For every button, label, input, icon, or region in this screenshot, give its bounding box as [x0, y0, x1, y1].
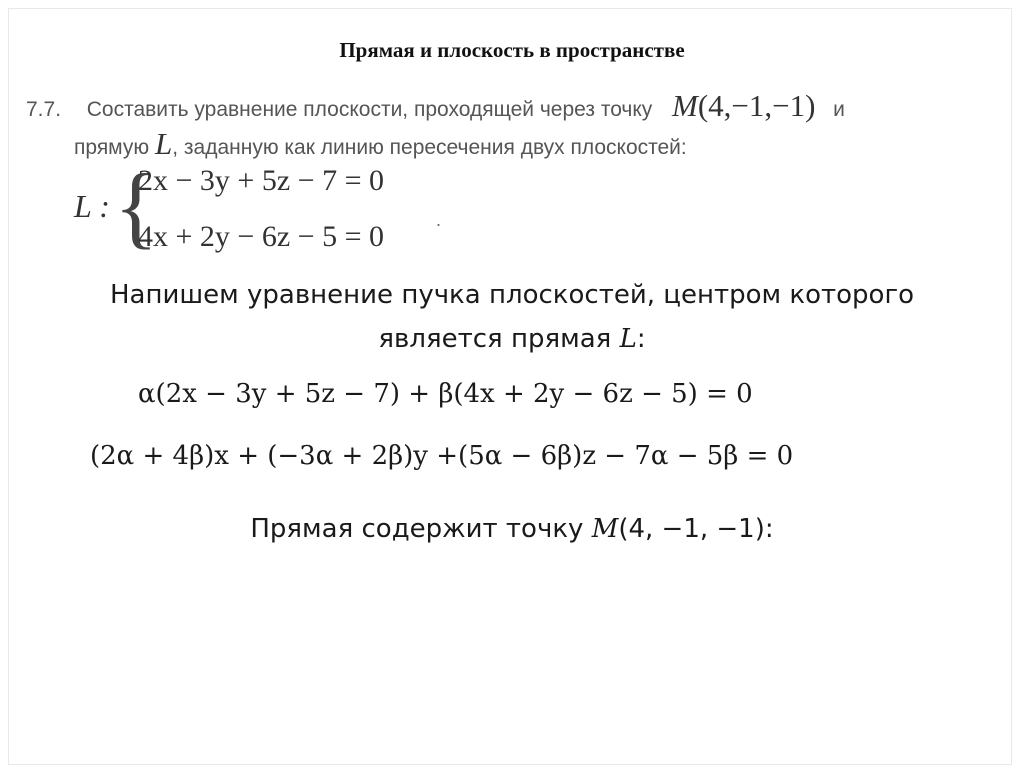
solution-line-2-end: : — [636, 324, 646, 354]
task-text-2-end: , заданную как линию пересечения двух плоскостей: — [172, 136, 687, 159]
system-label: L : — [74, 188, 110, 224]
task-line-2 — [74, 126, 687, 162]
solution-line-2-var: L — [619, 324, 637, 354]
system-equation-2: 4x + 2y − 6z − 5 = 0 — [138, 220, 384, 253]
solution-line-3 — [0, 514, 1024, 544]
task-number: 7.7. — [26, 98, 62, 121]
system-brace: { — [114, 155, 159, 257]
solution-line-3-text: Прямая содержит точку — [250, 514, 584, 544]
task-line-1 — [26, 88, 845, 124]
bundle-equation: α(2x − 3y + 5z − 7) + β(4x + 2y − 6z − 5) = 0 — [138, 379, 753, 409]
task-line-name: L — [154, 126, 173, 161]
solution-line-1: Напишем уравнение пучка плоскостей, центром которого — [109, 280, 915, 310]
task-text-1-end: и — [833, 98, 845, 121]
expanded-equation: (2α + 4β)x + (−3α + 2β)y +(5α − 6β)z − 7α − 5β = 0 — [90, 441, 794, 471]
system-equation-1: 2x − 3y + 5z − 7 = 0 — [138, 164, 384, 197]
solution-line-3-point: M — [591, 514, 619, 544]
system-end-mark: . — [436, 210, 442, 230]
task-point-coords: (4,−1,−1) — [697, 88, 816, 123]
solution-line-2 — [0, 324, 1024, 354]
solution-line-2-text: является прямая — [378, 324, 612, 354]
slide-title: Прямая и плоскость в пространстве — [339, 38, 685, 62]
task-text-2-start: прямую — [74, 136, 150, 159]
task-text-1: Составить уравнение плоскости, проходящей через точку — [86, 98, 653, 121]
task-point-name: M — [671, 88, 698, 123]
solution-line-3-coords: (4, −1, −1): — [618, 514, 774, 544]
